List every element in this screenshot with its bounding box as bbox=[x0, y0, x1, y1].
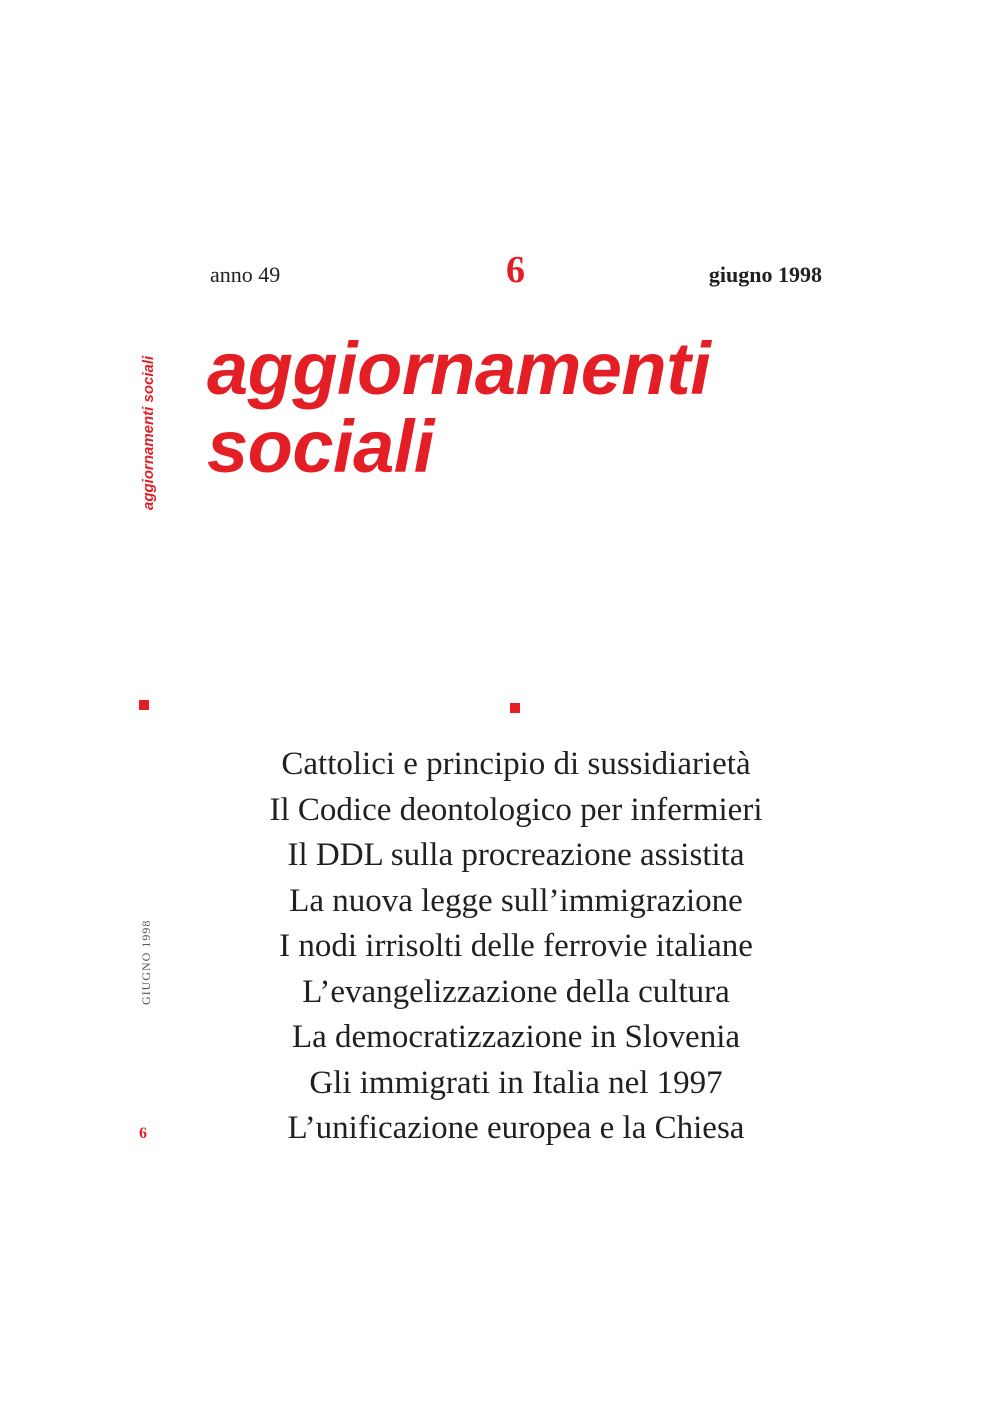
year-label: anno 49 bbox=[210, 262, 281, 287]
decorative-square-left bbox=[139, 700, 149, 710]
table-of-contents bbox=[210, 742, 822, 1152]
toc-item: Gli immigrati in Italia nel 1997 bbox=[309, 1064, 723, 1101]
issue-header bbox=[210, 248, 822, 298]
spine-title: aggiornamenti sociali bbox=[140, 355, 157, 510]
toc-item: Il DDL sulla procreazione assistita bbox=[287, 837, 745, 873]
toc-item: L’evangelizzazione della cultura bbox=[302, 973, 730, 1010]
issue-number: 6 bbox=[506, 249, 525, 291]
magazine-title bbox=[207, 327, 711, 488]
spine-issue-number: 6 bbox=[139, 1125, 147, 1142]
toc-item: I nodi irrisolti delle ferrovie italiane bbox=[279, 928, 753, 964]
decorative-square-center bbox=[510, 703, 520, 713]
spine-date: GIUGNO 1998 bbox=[139, 919, 153, 1005]
title-line-1: aggiornamenti bbox=[207, 327, 711, 410]
issue-date: giugno 1998 bbox=[708, 262, 822, 287]
toc-item: La democratizzazione in Slovenia bbox=[291, 1019, 741, 1055]
title-line-2: sociali bbox=[207, 405, 434, 488]
toc-item: L’unificazione europea e la Chiesa bbox=[287, 1110, 745, 1146]
toc-item: Cattolici e principio di sussidiarietà bbox=[281, 746, 751, 782]
toc-item: La nuova legge sull’immigrazione bbox=[289, 882, 743, 919]
toc-item: Il Codice deontologico per infermieri bbox=[269, 791, 763, 828]
